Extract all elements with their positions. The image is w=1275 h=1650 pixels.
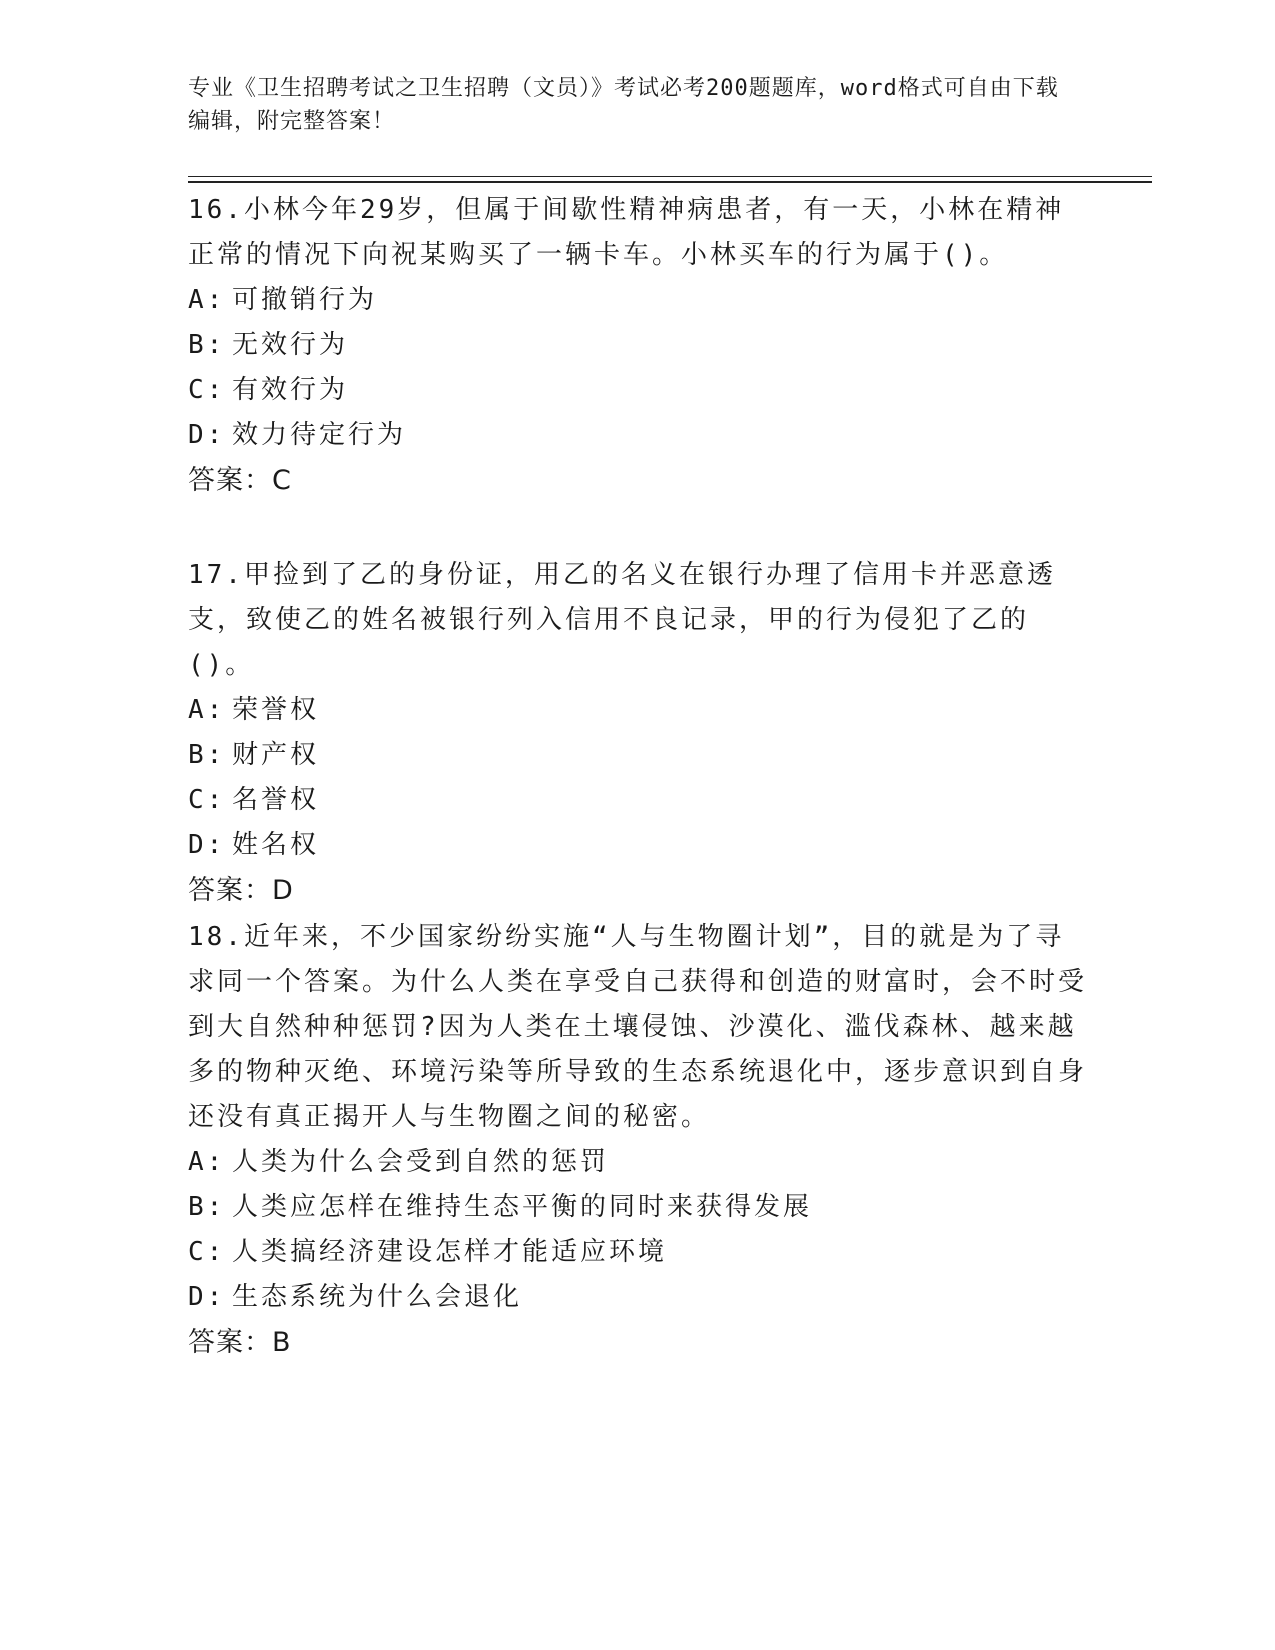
option-b bbox=[188, 1185, 1088, 1230]
question-stem: 16.小林今年29岁，但属于间歇性精神病患者，有一天，小林在精神正常的情况下向祝某购买了一辆卡车。小林买车的行为属于()。 bbox=[188, 195, 1065, 270]
question-stem: 17.甲捡到了乙的身份证，用乙的名义在银行办理了信用卡并恶意透支，致使乙的姓名被银行列入信用不良记录，甲的行为侵犯了乙的()。 bbox=[188, 560, 1056, 680]
option-key: A: bbox=[188, 1147, 226, 1177]
option-b bbox=[188, 733, 1088, 778]
option-key: C: bbox=[188, 375, 226, 405]
option-text: 人类应怎样在维持生态平衡的同时来获得发展 bbox=[232, 1192, 813, 1222]
option-a bbox=[188, 1140, 1088, 1185]
option-key: D: bbox=[188, 830, 226, 860]
question-17 bbox=[188, 553, 1088, 914]
option-key: B: bbox=[188, 740, 226, 770]
option-d bbox=[188, 823, 1088, 868]
option-key: A: bbox=[188, 285, 226, 315]
option-text: 生态系统为什么会退化 bbox=[232, 1282, 523, 1312]
option-key: C: bbox=[188, 1237, 226, 1267]
option-text: 荣誉权 bbox=[232, 695, 320, 725]
document-header: 专业《卫生招聘考试之卫生招聘（文员）》考试必考200题题库，word格式可自由下载编辑，附完整答案！ bbox=[188, 76, 1059, 134]
option-c bbox=[188, 778, 1088, 823]
answer-line: 答案：C bbox=[188, 465, 292, 496]
option-text: 人类搞经济建设怎样才能适应环境 bbox=[232, 1237, 668, 1267]
option-d bbox=[188, 1275, 1088, 1320]
option-text: 人类为什么会受到自然的惩罚 bbox=[232, 1147, 610, 1177]
option-a bbox=[188, 688, 1088, 733]
option-key: B: bbox=[188, 1192, 226, 1222]
option-key: D: bbox=[188, 1282, 226, 1312]
option-text: 财产权 bbox=[232, 740, 320, 770]
option-text: 有效行为 bbox=[232, 375, 349, 405]
answer-line: 答案：B bbox=[188, 1327, 292, 1358]
option-text: 姓名权 bbox=[232, 830, 320, 860]
option-b bbox=[188, 323, 1088, 368]
option-key: D: bbox=[188, 420, 226, 450]
option-key: A: bbox=[188, 695, 226, 725]
option-text: 可撤销行为 bbox=[232, 285, 378, 315]
header-divider-thin bbox=[188, 176, 1152, 177]
question-18 bbox=[188, 915, 1088, 1366]
option-text: 效力待定行为 bbox=[232, 420, 407, 450]
answer-line: 答案：D bbox=[188, 875, 294, 906]
header-divider-thick bbox=[188, 181, 1152, 183]
option-text: 无效行为 bbox=[232, 330, 349, 360]
question-stem: 18.近年来，不少国家纷纷实施“人与生物圈计划”，目的就是为了寻求同一个答案。为什么人类在享受自己获得和创造的财富时，会不时受到大自然种种惩罚?因为人类在土壤侵蚀、沙漠化、滥伐森林、越来越多的物种灭绝、环境污染等所导致的生态系统退化中，逐步意识到自身还没有真正揭开人与生物圈之间的秘密。 bbox=[188, 922, 1088, 1132]
option-c bbox=[188, 368, 1088, 413]
option-text: 名誉权 bbox=[232, 785, 320, 815]
question-16 bbox=[188, 188, 1088, 504]
option-a bbox=[188, 278, 1088, 323]
option-key: C: bbox=[188, 785, 226, 815]
option-c bbox=[188, 1230, 1088, 1275]
option-key: B: bbox=[188, 330, 226, 360]
option-d bbox=[188, 413, 1088, 458]
